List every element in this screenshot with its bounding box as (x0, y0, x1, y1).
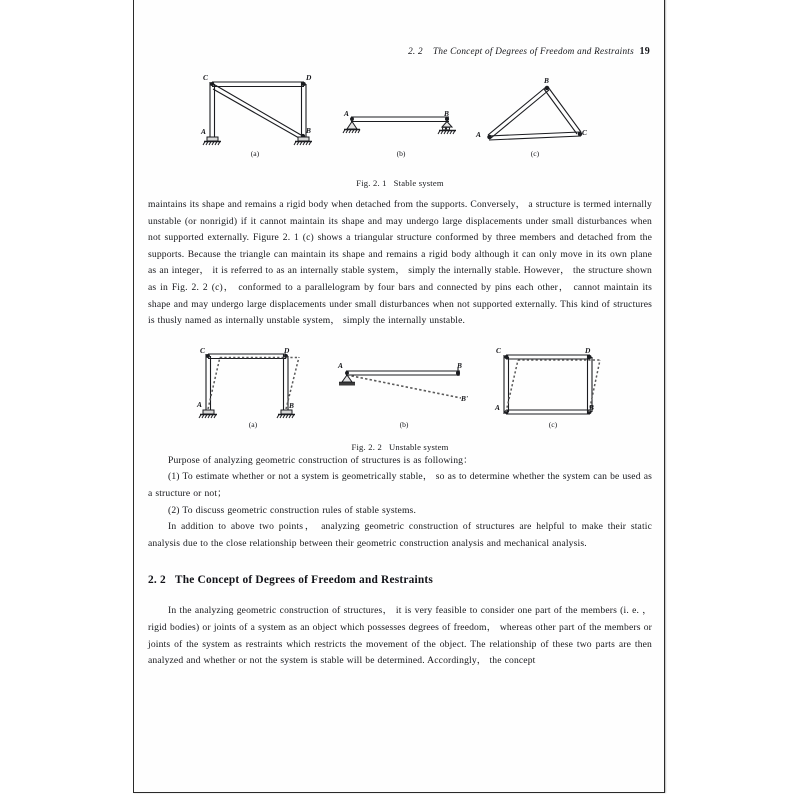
body-paragraph-1: maintains its shape and remains a rigid body when detached from the supports. Conversely， a structure is termed internally unstable (or nonrigid) if it cannot maintain its shape and may undergo large displacements under small disturbances when not supported externally. Figure 2. 1 (c) shows a triangular structure conformed by three members and detached from the supports. Because the triangle can maintain its shape and remains a rigid body although it can only move in its own plane as an integer， it is referred to as an internally stable system， simply the internally stable. However， the structure shown as in Fig. 2. 2 (c)， conformed to a parallelogram by four bars and connected by pins each other， cannot maintain its shape and may undergo large displacements under small disturbances when not supported externally. This kind of structures is thusly named as internally unstable system， simply the internally unstable. (148, 199, 652, 327)
body-paragraph-4: In the analyzing geometric construction of structures， it is very feasible to consider one part of the members (i. e. ， rigid bodies) or joints of a system as an object which possesses degrees of freedom， whereas other part of the members or joints of the system as restraints which restricts the movement of the object. The relationship of these two parts are then analyzed and whether or not the system is stable will be determined. Accordingly， the concept (148, 605, 652, 667)
figure-2-2c-sublabel: (c) (548, 419, 558, 429)
running-head-section-number: 2. 2 (408, 46, 423, 56)
running-head-title: The Concept of Degrees of Freedom and Restraints (433, 46, 634, 56)
figure-2-2c-joint-label-a: A (495, 402, 500, 412)
figure-2-1c-joint-label-c: C (582, 128, 587, 137)
body-paragraph-3: In addition to above two points， analyzing geometric construction of structures are helpful to make their static analysis due to the close relationship between their geometric construction analysis and mechanical analysis. (148, 521, 652, 549)
figure-2-1-caption-number: Fig. 2. 1 (356, 178, 387, 188)
book-page (133, 0, 665, 793)
body-list-item-1: (1) To estimate whether or not a system is geometrically stable， so as to determine whether the system can be used as a structure or not； (148, 471, 652, 499)
figure-2-2c-joint-label-b: B (589, 402, 594, 412)
figure-2-2b-joint-label-b-prime: B' (461, 393, 468, 403)
figure-2-1a-sublabel: (a) (250, 149, 260, 158)
figure-2-2b-sublabel: (b) (399, 419, 409, 429)
section-heading-title: The Concept of Degrees of Freedom and Restraints (174, 574, 434, 587)
figure-2-2c-joint-label-d: D (585, 345, 591, 355)
figure-2-1a-joint-label-c: C (203, 73, 208, 82)
page-content (134, 0, 664, 792)
figure-2-2b-drawing (336, 362, 476, 422)
figure-2-1b-drawing (343, 109, 461, 154)
section-heading-number: 2. 2 (148, 574, 166, 587)
figure-2-1c-sublabel: (c) (530, 149, 540, 158)
running-head (148, 46, 652, 57)
figure-2-2a-joint-label-a: A (197, 399, 202, 409)
figure-2-2b-joint-label-a: A (338, 360, 343, 370)
figure-2-1c-joint-label-a: A (476, 130, 481, 139)
figure-2-2c-joint-label-c: C (496, 345, 501, 355)
figure-2-1-caption-text: Stable system (393, 178, 444, 188)
figure-2-1c-joint-label-b: B (544, 76, 549, 85)
figure-2-2c-drawing (496, 345, 616, 424)
figure-2-1b-sublabel: (b) (396, 149, 406, 158)
figure-2-2-caption-text: Unstable system (388, 441, 449, 452)
section-heading (148, 574, 652, 586)
figure-2-2a-joint-label-d: D (284, 345, 290, 355)
figure-2-1a-joint-label-d: D (306, 73, 312, 82)
figure-2-2a-joint-label-b: B (289, 400, 294, 410)
figure-2-1a-joint-label-a: A (201, 127, 206, 136)
figure-2-2-caption-number: Fig. 2. 2 (351, 441, 382, 452)
figure-2-2a-sublabel: (a) (248, 419, 258, 429)
figure-2-2 (148, 342, 652, 444)
figure-2-1a-drawing (200, 75, 330, 153)
figure-2-2b-joint-label-b: B (457, 360, 462, 370)
figure-2-1c-drawing (478, 77, 598, 149)
figure-2-1b-joint-label-a: A (344, 109, 349, 118)
figure-2-1 (148, 69, 652, 177)
body-paragraph-2: Purpose of analyzing geometric construction of structures is as following： (168, 454, 473, 466)
figure-2-2a-joint-label-c: C (200, 345, 205, 355)
figure-2-1-caption (148, 178, 652, 188)
figure-2-1b-joint-label-b: B (444, 109, 449, 118)
figure-2-2a-drawing (198, 345, 318, 424)
figure-2-1a-joint-label-b: B (306, 126, 311, 135)
body-list-item-2: (2) To discuss geometric construction rules of stable systems. (168, 504, 416, 516)
running-head-page-number: 19 (639, 46, 650, 57)
